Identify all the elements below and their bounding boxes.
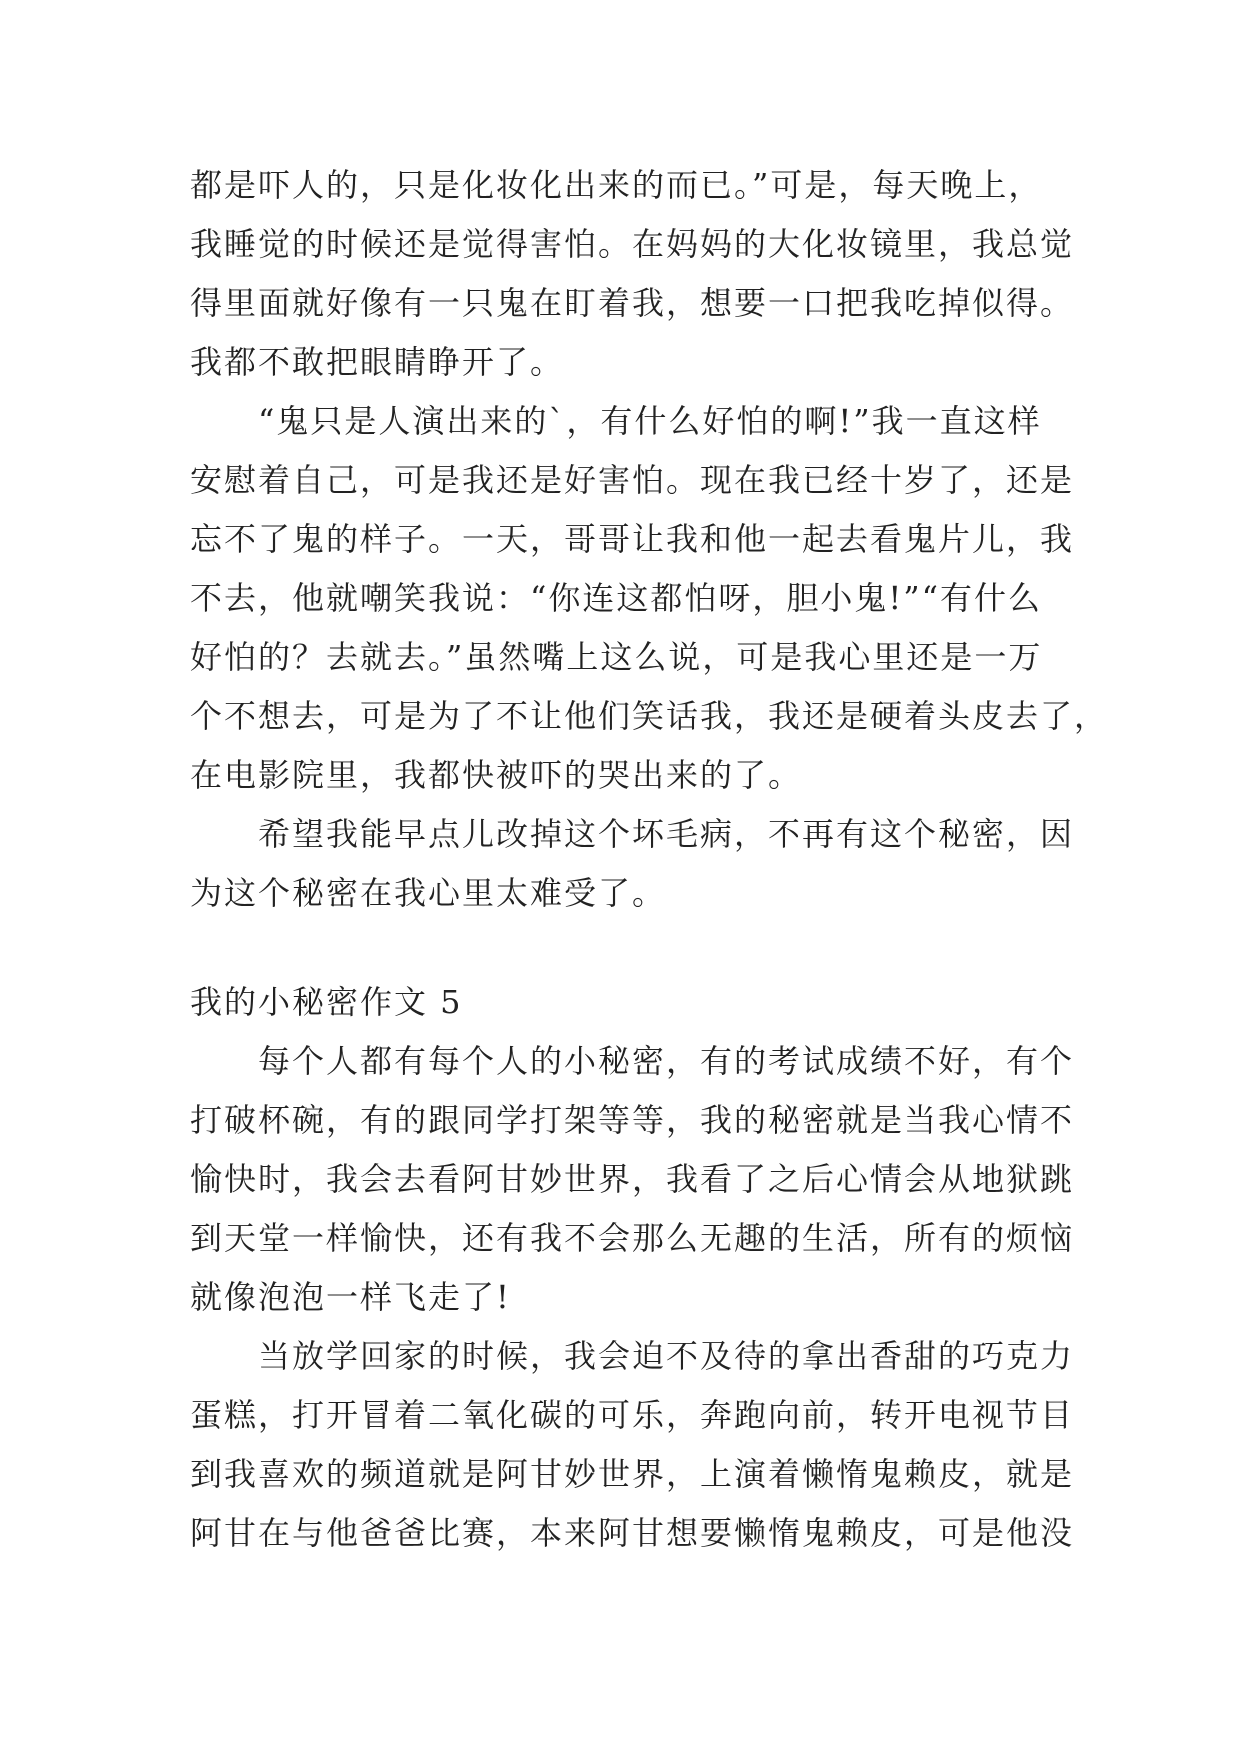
text-line-3: 得里面就好像有一只鬼在盯着我，想要一口把我吃掉似得。 bbox=[190, 284, 1075, 322]
text-line-2: 我睡觉的时候还是觉得害怕。在妈妈的大化妆镜里，我总觉 bbox=[190, 225, 1075, 263]
text-line-18: 到天堂一样愉快，还有我不会那么无趣的生活，所有的烦恼 bbox=[190, 1219, 1075, 1257]
text-line-12: 希望我能早点儿改掉这个坏毛病，不再有这个秘密，因 bbox=[258, 815, 1075, 853]
text-line-6: 安慰着自己，可是我还是好害怕。现在我已经十岁了，还是 bbox=[190, 461, 1075, 499]
text-line-20: 当放学回家的时候，我会迫不及待的拿出香甜的巧克力 bbox=[258, 1337, 1075, 1375]
text-line-5: “鬼只是人演出来的`，有什么好怕的啊!”我一直这样 bbox=[258, 402, 1042, 440]
text-line-7: 忘不了鬼的样子。一天，哥哥让我和他一起去看鬼片儿，我 bbox=[190, 520, 1075, 558]
text-line-15: 每个人都有每个人的小秘密，有的考试成绩不好，有个 bbox=[258, 1042, 1075, 1080]
text-line-13: 为这个秘密在我心里太难受了。 bbox=[190, 874, 667, 912]
text-line-4: 我都不敢把眼睛睁开了。 bbox=[190, 343, 565, 381]
text-line-17: 愉快时，我会去看阿甘妙世界，我看了之后心情会从地狱跳 bbox=[190, 1160, 1075, 1198]
text-line-19: 就像泡泡一样飞走了! bbox=[190, 1278, 511, 1316]
text-line-8: 不去，他就嘲笑我说：“你连这都怕呀，胆小鬼!”“有什么 bbox=[190, 579, 1042, 617]
text-line-22: 到我喜欢的频道就是阿甘妙世界，上演着懒惰鬼赖皮，就是 bbox=[190, 1455, 1075, 1493]
text-line-9: 好怕的？去就去。”虽然嘴上这么说，可是我心里还是一万 bbox=[190, 638, 1043, 676]
text-line-11: 在电影院里，我都快被吓的哭出来的了。 bbox=[190, 756, 803, 794]
text-line-21: 蛋糕，打开冒着二氧化碳的可乐，奔跑向前，转开电视节目 bbox=[190, 1396, 1075, 1434]
text-line-16: 打破杯碗，有的跟同学打架等等，我的秘密就是当我心情不 bbox=[190, 1101, 1075, 1139]
text-line-23: 阿甘在与他爸爸比赛，本来阿甘想要懒惰鬼赖皮，可是他没 bbox=[190, 1514, 1075, 1552]
text-line-1: 都是吓人的，只是化妆化出来的而已。”可是，每天晚上， bbox=[190, 166, 1043, 204]
section-heading: 我的小秘密作文 5 bbox=[190, 983, 463, 1021]
text-line-10: 个不想去，可是为了不让他们笑话我，我还是硬着头皮去了， bbox=[190, 697, 1109, 735]
